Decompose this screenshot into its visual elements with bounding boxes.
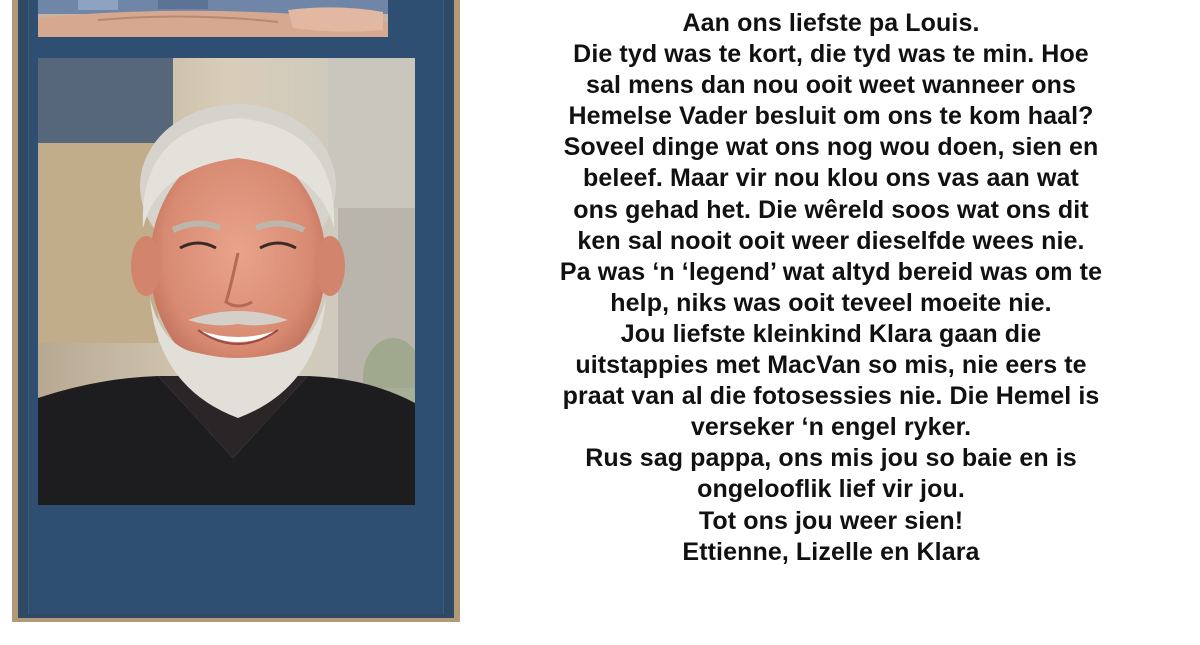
top-photo (38, 0, 388, 37)
message-line: Tot ons jou weer sien! (698, 506, 964, 535)
message-line: Aan ons liefste pa Louis. (682, 9, 980, 37)
tribute-message (462, 8, 1200, 568)
message-line: beleef. Maar vir nou klou ons vas aan wat (583, 164, 1079, 193)
message-line: Hemelse Vader besluit om ons te kom haal? (568, 102, 1094, 131)
message-line: ongelooflik lief vir jou. (697, 475, 965, 504)
message-line: ons gehad het. Die wêreld soos wat ons dit (573, 195, 1089, 224)
message-line: ken sal nooit ooit weer dieselfde wees nie. (577, 226, 1085, 255)
message-line: praat van al die fotosessies nie. Die Hemel is (562, 382, 1100, 411)
message-line: uitstappies met MacVan so mis, nie eers te (575, 351, 1087, 380)
portrait-photo (38, 58, 415, 505)
message-line: Jou liefste kleinkind Klara gaan die (620, 319, 1042, 348)
message-line: Rus sag pappa, ons mis jou so baie en is (585, 444, 1077, 473)
message-line: Pa was ‘n ‘legend’ wat altyd bereid was om te (559, 257, 1103, 286)
message-line: sal mens dan nou ooit weet wanneer ons (585, 71, 1076, 100)
message-line: Die tyd was te kort, die tyd was te min. Hoe (573, 40, 1089, 69)
message-line: verseker ‘n engel ryker. (690, 413, 972, 442)
message-line: Soveel dinge wat ons nog wou doen, sien en (563, 133, 1099, 162)
signature-line: Ettienne, Lizelle en Klara (682, 537, 980, 566)
message-line: help, niks was ooit teveel moeite nie. (610, 288, 1052, 317)
